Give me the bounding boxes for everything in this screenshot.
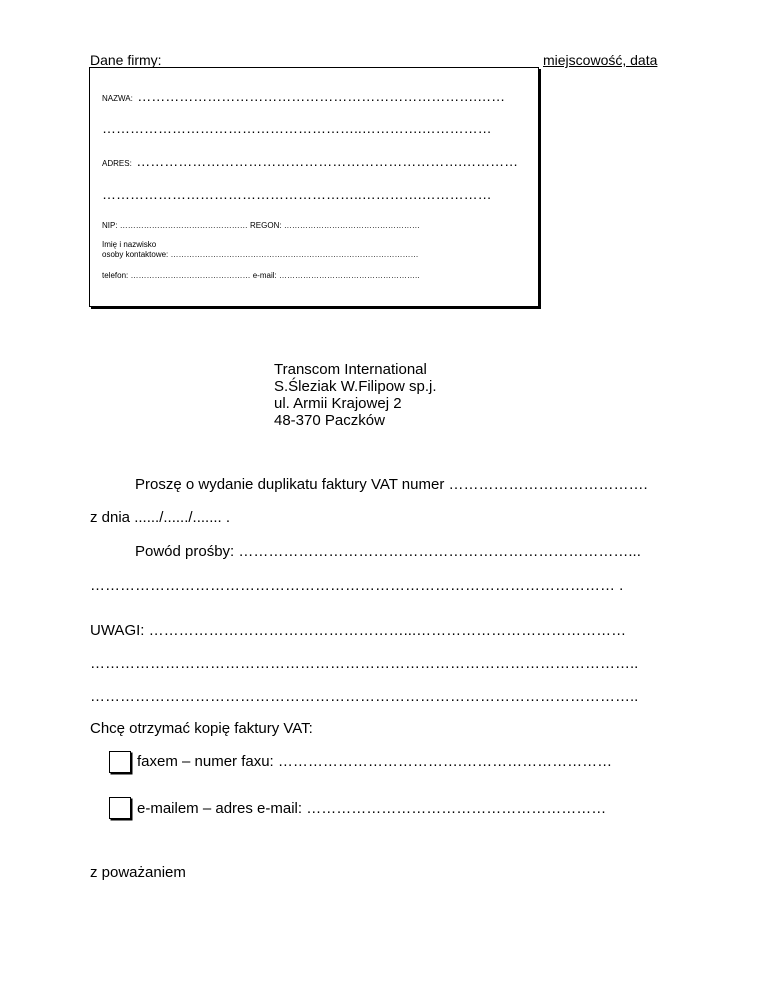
email-label: e-mail: (252, 271, 277, 280)
company-data-label: Dane firmy: (90, 52, 162, 68)
nip-label: NIP: (102, 221, 118, 230)
reason-line: Powód prośby: ……………………………………………………………………... (135, 543, 641, 560)
address-label: ADRES: (102, 159, 132, 168)
nip-dots: ………………………………………… (119, 221, 248, 230)
phone-dots: ……………………………………… (130, 271, 251, 280)
regon-label: REGON: (250, 221, 282, 230)
invoice-date-line: z dnia ....../....../....... . (90, 509, 231, 526)
closing-text: z poważaniem (90, 864, 186, 881)
address-dots: …………………………………………………………….………… (136, 153, 519, 169)
contact-label-line2: osoby kontaktowe: (102, 250, 169, 259)
contact-label-line1: Imię i nazwisko (102, 240, 157, 249)
email-checkbox[interactable] (109, 797, 131, 819)
recipient-line1: Transcom International (274, 361, 427, 378)
contact-dots: ………………………………………………………………………………… (170, 250, 419, 259)
company-details-box (89, 67, 539, 307)
recipient-line2: S.Śleziak W.Filipow sp.j. (274, 378, 437, 395)
regon-dots: …………………………………………… (283, 221, 420, 230)
name-label: NAZWA: (102, 94, 133, 103)
copy-heading: Chcę otrzymać kopię faktury VAT: (90, 720, 313, 737)
name-dots-line2: ………………………………………………..………….…………… (102, 120, 492, 136)
address-row (102, 153, 518, 171)
recipient-line3: ul. Armii Krajowej 2 (274, 395, 402, 412)
recipient-address (274, 361, 437, 429)
remarks-dots-line1: ……………………………………………………………………………………………….. (90, 655, 639, 672)
nip-regon-row (102, 221, 420, 230)
fax-option-label: faxem – numer faxu: ……………………………….………………………… (137, 753, 613, 770)
place-date-label: miejscowość, data (543, 52, 658, 68)
phone-label: telefon: (102, 271, 129, 280)
fax-checkbox[interactable] (109, 751, 131, 773)
recipient-line4: 48-370 Paczków (274, 412, 385, 429)
name-dots: ……………………………………………………………….…… (137, 88, 506, 104)
contact-row (102, 250, 419, 259)
phone-email-row (102, 271, 419, 280)
address-dots-line2: ………………………………………………..………….…………… (102, 186, 492, 202)
request-line: Proszę o wydanie duplikatu faktury VAT numer …………………………………. (135, 476, 648, 493)
email-dots: …………………………………………….. (278, 271, 420, 280)
name-row (102, 88, 505, 106)
remarks-dots-line2: ……………………………………………………………………………………………….. (90, 688, 639, 705)
remarks-line: UWAGI: ……………………………………………...…………………………………… (90, 622, 627, 639)
email-option-label: e-mailem – adres e-mail: …………………………………………………… (137, 800, 607, 817)
reason-dots-line: …………………………………………………………………………………………… . (90, 577, 624, 594)
